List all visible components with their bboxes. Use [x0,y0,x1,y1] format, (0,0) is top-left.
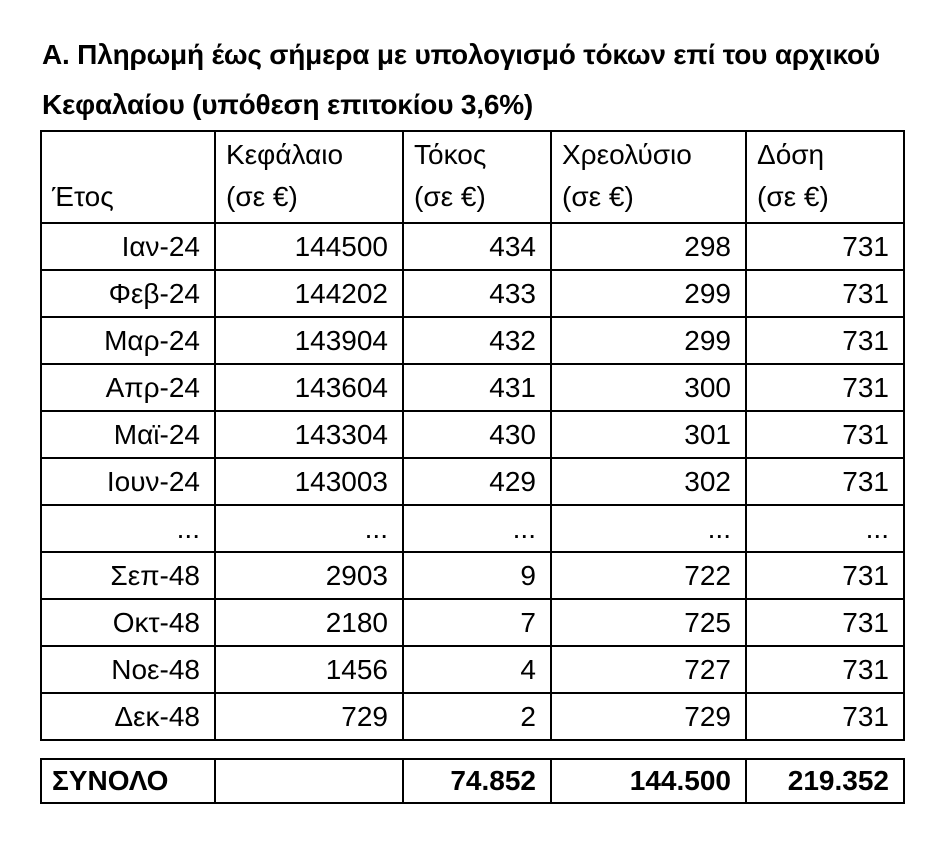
cell-year: Οκτ-48 [41,599,215,646]
cell-year: Μαϊ-24 [41,411,215,458]
header-capital [215,131,403,223]
cell-interest: ... [403,505,551,552]
total-label: ΣΥΝΟΛΟ [41,759,215,803]
cell-year: Νοε-48 [41,646,215,693]
total-table [40,758,905,804]
cell-installment: 731 [746,270,904,317]
cell-interest: 431 [403,364,551,411]
cell-year: Απρ-24 [41,364,215,411]
total-amortization: 144.500 [551,759,746,803]
cell-amortization: 727 [551,646,746,693]
table-row [41,552,904,599]
cell-amortization: 298 [551,223,746,270]
cell-installment: 731 [746,364,904,411]
header-line-2: Έτος [52,181,114,212]
cell-year: Ιαν-24 [41,223,215,270]
cell-amortization: 722 [551,552,746,599]
cell-installment: 731 [746,552,904,599]
table-row [41,599,904,646]
total-row [41,759,904,803]
cell-amortization: 301 [551,411,746,458]
header-line-2: (σε €) [226,181,298,212]
cell-installment: 731 [746,693,904,740]
header-line-2: (σε €) [562,181,634,212]
cell-installment: 731 [746,411,904,458]
cell-interest: 430 [403,411,551,458]
table-header-row [41,131,904,223]
table-row [41,223,904,270]
total-interest: 74.852 [403,759,551,803]
cell-capital: 1456 [215,646,403,693]
table-row [41,458,904,505]
cell-amortization: 302 [551,458,746,505]
header-line-2: (σε €) [757,181,829,212]
table-row [41,693,904,740]
payment-schedule-table [40,130,905,741]
header-line-1: Δόση [757,139,825,170]
cell-amortization: 729 [551,693,746,740]
cell-capital: 2903 [215,552,403,599]
header-amortization [551,131,746,223]
cell-year: Δεκ-48 [41,693,215,740]
table-row [41,317,904,364]
cell-capital: 2180 [215,599,403,646]
cell-capital: 144202 [215,270,403,317]
cell-interest: 432 [403,317,551,364]
cell-interest: 2 [403,693,551,740]
table-row [41,364,904,411]
cell-capital: 143304 [215,411,403,458]
header-line-1: Τόκος [414,139,487,170]
cell-year: ... [41,505,215,552]
cell-interest: 7 [403,599,551,646]
header-interest [403,131,551,223]
cell-installment: 731 [746,317,904,364]
cell-amortization: 299 [551,270,746,317]
cell-installment: ... [746,505,904,552]
cell-capital: 143904 [215,317,403,364]
cell-year: Μαρ-24 [41,317,215,364]
cell-capital: ... [215,505,403,552]
cell-installment: 731 [746,646,904,693]
cell-interest: 9 [403,552,551,599]
header-line-2: (σε €) [414,181,486,212]
header-installment [746,131,904,223]
cell-installment: 731 [746,223,904,270]
header-line-1: Κεφάλαιο [226,139,344,170]
cell-capital: 143604 [215,364,403,411]
cell-installment: 731 [746,599,904,646]
header-line-1: Χρεολύσιο [562,139,692,170]
cell-capital: 729 [215,693,403,740]
table-row [41,270,904,317]
table-row [41,646,904,693]
cell-installment: 731 [746,458,904,505]
cell-capital: 143003 [215,458,403,505]
cell-interest: 429 [403,458,551,505]
cell-interest: 434 [403,223,551,270]
cell-year: Σεπ-48 [41,552,215,599]
total-installment: 219.352 [746,759,904,803]
cell-capital: 144500 [215,223,403,270]
cell-year: Φεβ-24 [41,270,215,317]
cell-amortization: 300 [551,364,746,411]
cell-amortization: ... [551,505,746,552]
table-row [41,505,904,552]
cell-interest: 4 [403,646,551,693]
header-year [41,131,215,223]
cell-year: Ιουν-24 [41,458,215,505]
cell-amortization: 299 [551,317,746,364]
cell-interest: 433 [403,270,551,317]
document-title: Α. Πληρωμή έως σήμερα με υπολογισμό τόκων επί του αρχικού Κεφαλαίου (υπόθεση επιτοκίου 3,6%) [42,39,880,120]
table-row [41,411,904,458]
total-capital [215,759,403,803]
cell-amortization: 725 [551,599,746,646]
